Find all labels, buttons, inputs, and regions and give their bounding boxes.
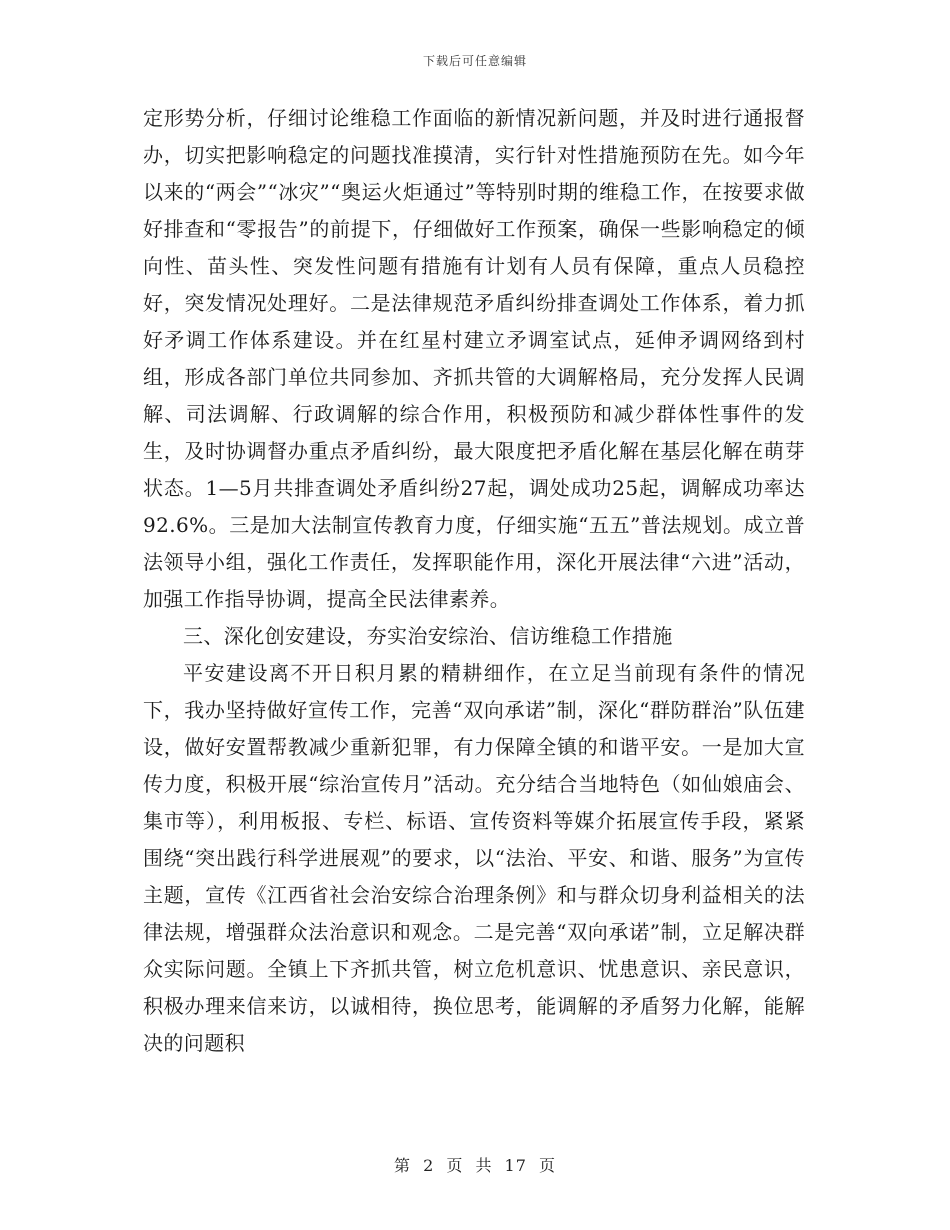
page-header: 下载后可任意编辑 — [422, 54, 527, 68]
paragraph-2: 平安建设离不开日积月累的精耕细作，在立足当前现有条件的情况下，我办坚持做好宣传工作，完善“双向承诺”制，深化“群防群治”队伍建设，做好安置帮教减少重新犯罪，有力保障全镇的和谐平安。一是加大宣传力度，积极开展“综治宣传月”活动。充分结合当地特色（如仙娘庙会、集市等），利用板报、专栏、标语、宣传资料等媒介拓展宣传手段，紧紧围绕“突出践行科学进展观”的要求，以“法治、平安、和谐、服务”为宣传主题，宣传《江西省社会治安综合治理条例》和与群众切身利益相关的法律法规，增强群众法治意识和观念。二是完善“双向承诺”制，立足解决群众实际问题。全镇上下齐抓共管，树立危机意识、忧患意识、亲民意识，积极办理来信来访，以诚相待，换位思考，能调解的矛盾努力化解，能解决的问题积 — [143, 661, 805, 1055]
section-heading: 三、深化创安建设，夯实治安综治、信访维稳工作措施 — [183, 624, 673, 648]
page-number-footer: 第 2 页 共 17 页 — [394, 1156, 556, 1175]
document-body — [143, 100, 805, 1062]
paragraph-1: 定形势分析，仔细讨论维稳工作面临的新情况新问题，并及时进行通报督办，切实把影响稳定的问题找准摸清，实行针对性措施预防在先。如今年以来的“两会”“冰灾”“奥运火炬通过”等特别时期的维稳工作，在按要求做好排查和“零报告”的前提下，仔细做好工作预案，确保一些影响稳定的倾向性、苗头性、突发性问题有措施有计划有人员有保障，重点人员稳控好，突发情况处理好。二是法律规范矛盾纠纷排查调处工作体系，着力抓好矛调工作体系建设。并在红星村建立矛调室试点，延伸矛调网络到村组，形成各部门单位共同参加、齐抓共管的大调解格局，充分发挥人民调解、司法调解、行政调解的综合作用，积极预防和减少群体性事件的发生，及时协调督办重点矛盾纠纷，最大限度把矛盾化解在基层化解在萌芽状态。1—5月共排查调处矛盾纠纷27起，调处成功25起，调解成功率达92.6%。三是加大法制宣传教育力度，仔细实施“五五”普法规划。成立普法领导小组，强化工作责任，发挥职能作用，深化开展法律“六进”活动，加强工作指导协调，提高全民法律素养。 — [143, 106, 805, 611]
